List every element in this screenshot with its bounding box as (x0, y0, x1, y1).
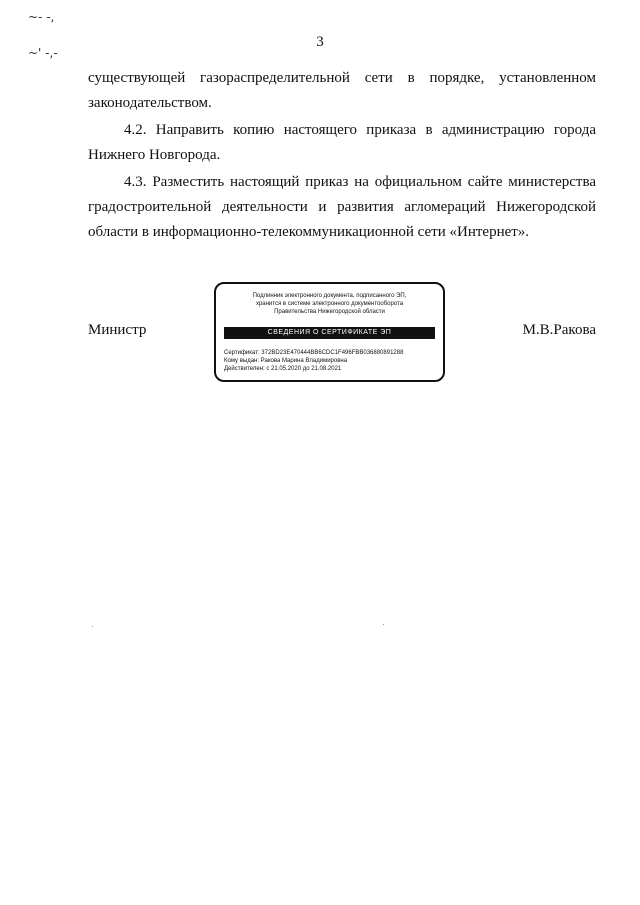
signatory-position: Министр (88, 322, 147, 338)
scan-speck (383, 624, 384, 625)
stamp-certificate-number: Сертификат: 372BD23E470444BB6CDC1F496FBB036880891288 (224, 350, 404, 356)
paragraph-4-3 (88, 170, 596, 245)
stamp-intro-line: Подлинник электронного документа, подписанного ЭП, (252, 293, 407, 299)
paragraph-network-connection (88, 66, 596, 116)
paragraph-line: законодательством. (88, 95, 212, 111)
page-number: 3 (316, 34, 324, 50)
paragraph-line: градостроительной деятельности и развития агломераций Нижегородской (88, 199, 596, 215)
stamp-intro-line: хранится в системе электронного документооборота (255, 301, 404, 307)
stamp-intro-line: Правительства Нижегородской области (274, 309, 385, 315)
stamp-certificate-header: СВЕДЕНИЯ О СЕРТИФИКАТЕ ЭП (224, 327, 435, 339)
scan-speck (92, 626, 93, 627)
electronic-signature-stamp (214, 282, 445, 382)
paragraph-line: области в информационно-телекоммуникационной сети «Интернет». (88, 224, 530, 240)
paragraph-line: существующей газораспределительной сети в порядке, установленном (88, 70, 596, 86)
paragraph-4-2 (88, 118, 596, 168)
stamp-certificate-details (224, 349, 439, 373)
paragraph-line: 4.3. Разместить настоящий приказ на официальном сайте министерства (124, 174, 596, 190)
stamp-issued-to: Кому выдан: Ракова Марина Владимировна (224, 358, 348, 364)
signatory-name: М.В.Ракова (522, 322, 596, 338)
scan-artifact-mark-bottom: ~' -,- (28, 46, 58, 60)
stamp-intro-text (220, 292, 439, 316)
scan-artifact-mark-top: ~- -, (28, 10, 55, 24)
paragraph-line: 4.2. Направить копию настоящего приказа в администрацию города (124, 122, 596, 138)
stamp-validity: Действителен: с 21.05.2020 до 21.08.2021 (224, 366, 342, 372)
paragraph-line: Нижнего Новгорода. (88, 147, 221, 163)
